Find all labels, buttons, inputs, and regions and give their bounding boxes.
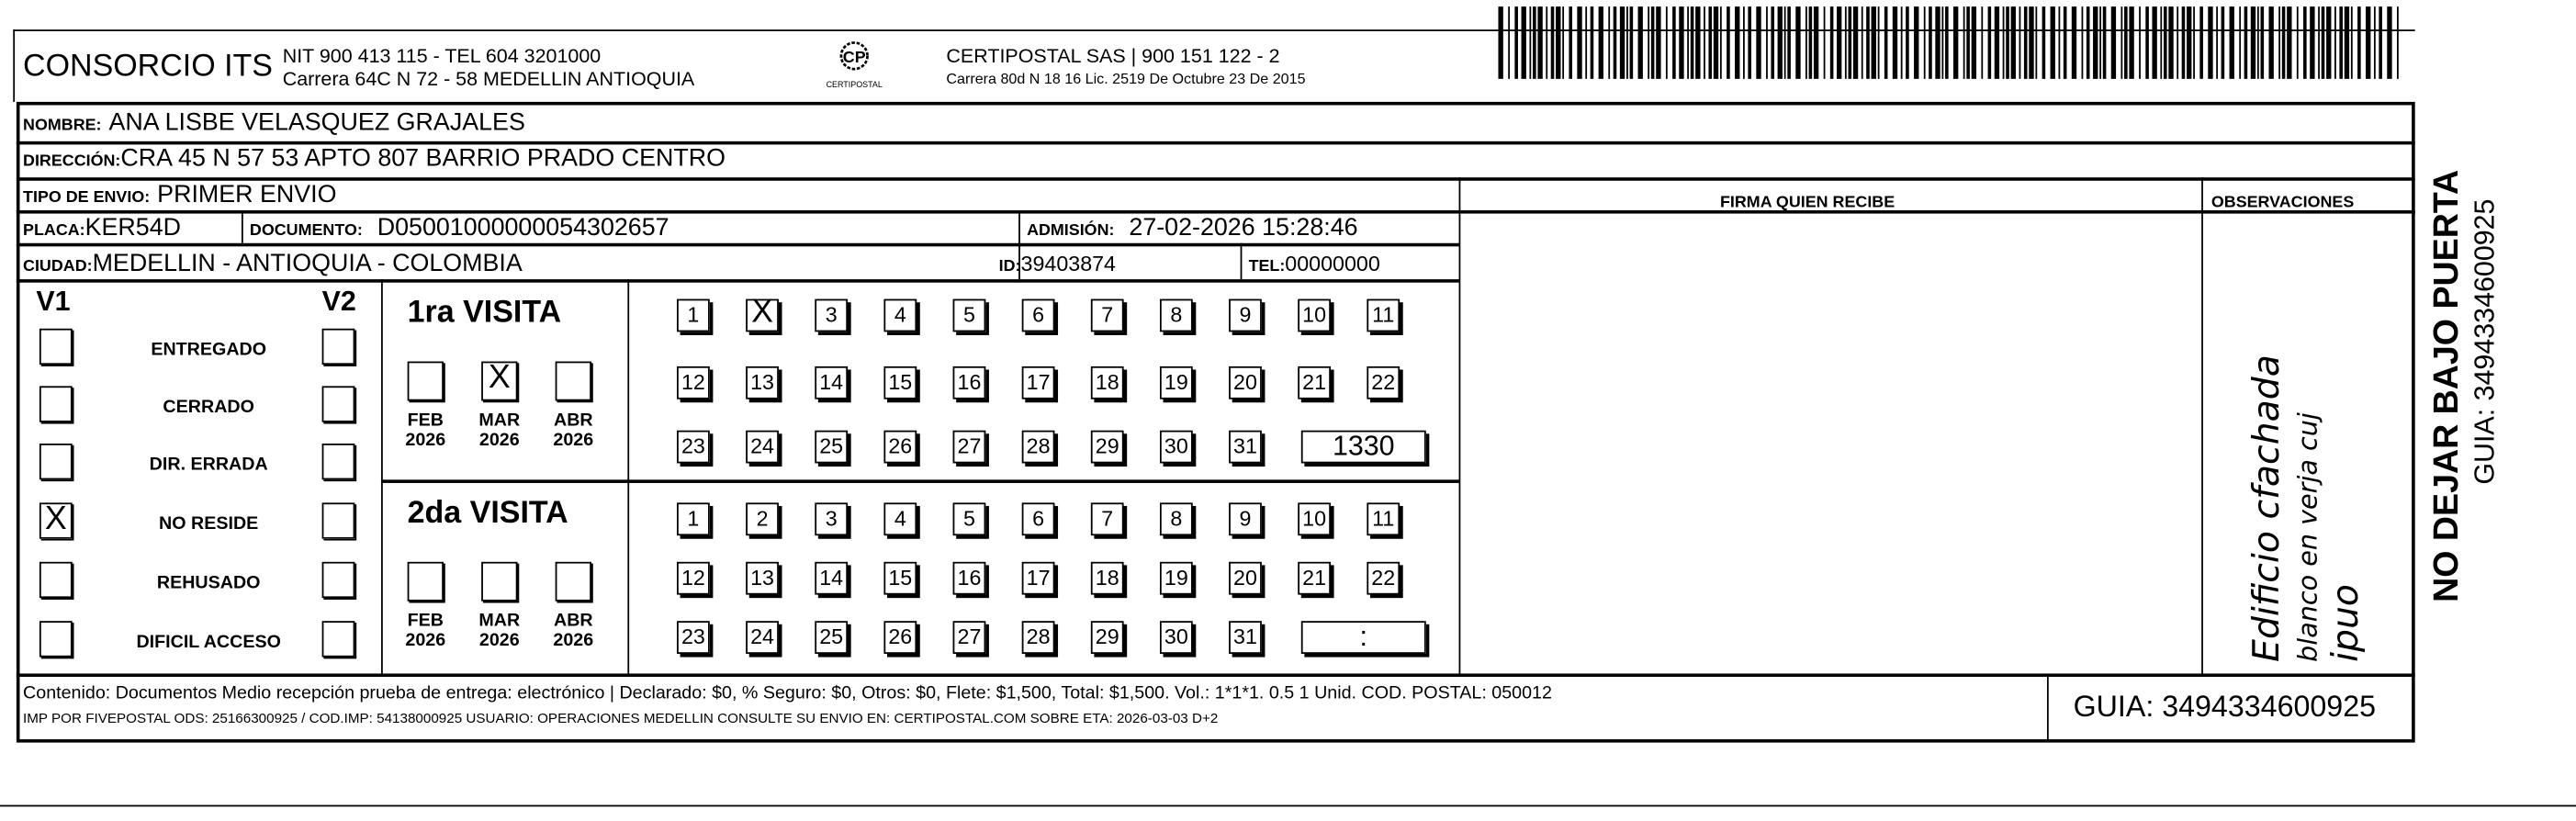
status-label: NO RESIDE [159, 513, 259, 534]
observaciones-label: OBSERVACIONES [2210, 194, 2355, 212]
status-v1-checkbox[interactable] [39, 386, 73, 422]
day-checkbox[interactable]: 14 [815, 562, 848, 595]
day-checkbox[interactable]: 22 [1367, 366, 1400, 399]
documento-label: DOCUMENTO: [249, 221, 363, 241]
day-checkbox[interactable]: 31 [1229, 431, 1262, 464]
handwriting-line: blanco en verja cuj [2291, 412, 2323, 662]
tel-field [1249, 250, 1380, 279]
status-v2-checkbox[interactable] [322, 386, 355, 422]
day-checkbox[interactable]: 10 [1298, 502, 1331, 535]
month-label: MAR [478, 410, 521, 431]
company-name: CONSORCIO ITS [23, 49, 273, 84]
status-label: CERRADO [163, 397, 254, 418]
ciudad-field [23, 250, 523, 279]
day-checkbox[interactable]: 15 [883, 366, 917, 399]
status-v1-checkbox[interactable] [39, 562, 73, 598]
barcode [1498, 6, 2402, 79]
day-checkbox[interactable]: 18 [1091, 366, 1124, 399]
day-checkbox[interactable]: 17 [1022, 366, 1055, 399]
ciudad-value: MEDELLIN - ANTIOQUIA - COLOMBIA [92, 249, 523, 278]
documento-field [250, 214, 669, 243]
placa-field [23, 214, 181, 243]
day-checkbox[interactable]: 22 [1367, 562, 1400, 595]
carrier-address: Carrera 80d N 18 16 Lic. 2519 De Octubre 23 De 2015 [946, 70, 1306, 87]
visit-time-field[interactable]: 1330 [1301, 431, 1426, 464]
month-label: FEB [407, 611, 444, 631]
day-checkbox[interactable]: 14 [815, 366, 848, 399]
status-v1-checkbox[interactable] [39, 329, 73, 365]
month-year: 2026 [553, 430, 594, 451]
ciudad-label: CIUDAD: [23, 257, 93, 276]
documento-value: D05001000000054302657 [377, 213, 669, 242]
footer-contents: Contenido: Documentos Medio recepción prueba de entrega: electrónico | Declarado: $0, % Seguro: $0, Otros: $0, Flete: $1,500, Total: $1,500. Vol.: 1*1*1. 0.5 1 Unid. COD. POSTAL: 050012 [23, 683, 1552, 703]
firma-label: FIRMA QUIEN RECIBE [1719, 194, 1895, 212]
day-checkbox[interactable]: 9 [1229, 299, 1262, 332]
day-checkbox[interactable]: 11 [1367, 502, 1400, 535]
day-checkbox[interactable]: 26 [883, 431, 917, 464]
day-checkbox[interactable]: 29 [1091, 621, 1124, 654]
direccion-value: CRA 45 N 57 53 APTO 807 BARRIO PRADO CENTRO [120, 144, 726, 173]
day-checkbox[interactable]: 8 [1160, 502, 1193, 535]
nombre-field [23, 108, 525, 138]
day-checkbox[interactable]: 7 [1091, 502, 1124, 535]
day-checkbox[interactable]: 5 [953, 299, 986, 332]
footer-guia: GUIA: 3494334600925 [2073, 690, 2377, 724]
day-checkbox[interactable]: 16 [953, 562, 986, 595]
day-checkbox[interactable]: 2 [746, 502, 779, 535]
status-v2-checkbox[interactable] [322, 329, 355, 365]
day-checkbox[interactable]: 5 [953, 502, 986, 535]
footer-print-info: IMP POR FIVEPOSTAL ODS: 25166300925 / COD.IMP: 54138000925 USUARIO: OPERACIONES MEDELLIN CONSULTE SU ENVIO EN: CERTIPOSTAL.COM SOBRE ETA: 2026-03-03 D+2 [23, 709, 1219, 726]
day-checkbox[interactable]: 1 [677, 502, 710, 535]
month-label: ABR [553, 611, 593, 631]
admision-label: ADMISIÓN: [1027, 221, 1115, 241]
day-checkbox[interactable]: 12 [677, 562, 710, 595]
day-checkbox[interactable]: 17 [1022, 562, 1055, 595]
day-checkbox[interactable]: 12 [677, 366, 710, 399]
month-label: MAR [478, 611, 521, 631]
day-checkbox[interactable]: 11 [1367, 299, 1400, 332]
handwriting-line: Edificio cfachada [2247, 354, 2289, 662]
handwriting-line: ipuo [2326, 583, 2368, 662]
day-checkbox[interactable]: 1 [677, 299, 710, 332]
id-value: 39403874 [1020, 251, 1116, 276]
certipostal-logo [821, 39, 887, 90]
day-checkbox[interactable]: 31 [1229, 621, 1262, 654]
status-label: DIFICIL ACCESO [136, 632, 281, 653]
day-checkbox[interactable]: 19 [1160, 562, 1193, 595]
direccion-field [23, 144, 726, 174]
status-v1-checkbox[interactable] [39, 621, 73, 657]
placa-label: PLACA: [23, 221, 85, 241]
day-checkbox[interactable]: 23 [677, 431, 710, 464]
day-checkbox[interactable]: 4 [883, 299, 917, 332]
month-checkbox[interactable] [556, 562, 591, 602]
status-label: ENTREGADO [151, 340, 267, 360]
tipo-field [23, 181, 336, 210]
month-year: 2026 [405, 430, 446, 451]
day-checkbox[interactable]: 26 [883, 621, 917, 654]
month-checkbox[interactable] [556, 362, 591, 401]
status-v1-checkbox[interactable] [39, 502, 73, 538]
day-checkbox[interactable]: 28 [1022, 431, 1055, 464]
tel-label: TEL: [1248, 257, 1286, 276]
month-checkbox[interactable] [408, 562, 444, 602]
status-v2-checkbox[interactable] [322, 502, 355, 538]
status-v2-checkbox[interactable] [322, 444, 355, 479]
nombre-label: NOMBRE: [23, 117, 102, 135]
cut-line [0, 805, 2576, 807]
day-checkbox[interactable]: 6 [1022, 502, 1055, 535]
day-checkbox[interactable]: 28 [1022, 621, 1055, 654]
day-checkbox[interactable]: 3 [815, 502, 848, 535]
day-checkbox[interactable]: 24 [746, 431, 779, 464]
logo-text: CERTIPOSTAL [826, 80, 883, 91]
day-checkbox[interactable]: 27 [953, 621, 986, 654]
visit-time-field[interactable]: : [1301, 621, 1426, 654]
month-year: 2026 [478, 630, 520, 651]
day-checkbox[interactable]: 18 [1091, 562, 1124, 595]
day-checkbox[interactable]: 23 [677, 621, 710, 654]
v2-label: V2 [321, 286, 356, 318]
month-checkbox[interactable] [481, 562, 517, 602]
day-checkbox[interactable]: 16 [953, 366, 986, 399]
admision-value: 27-02-2026 15:28:46 [1129, 213, 1358, 242]
placa-value: KER54D [84, 213, 182, 242]
id-field [999, 250, 1116, 279]
status-v2-checkbox[interactable] [322, 621, 355, 657]
day-checkbox[interactable]: 30 [1160, 621, 1193, 654]
v1-label: V1 [36, 286, 71, 318]
tipo-label: TIPO DE ENVIO: [23, 188, 151, 208]
day-checkbox[interactable]: 25 [815, 621, 848, 654]
carrier-line: CERTIPOSTAL SAS | 900 151 122 - 2 [946, 44, 1280, 68]
status-v2-checkbox[interactable] [322, 562, 355, 598]
company-address: Carrera 64C N 72 - 58 MEDELLIN ANTIOQUIA [282, 67, 695, 91]
status-label: REHUSADO [156, 573, 261, 593]
admision-field [1027, 214, 1358, 243]
observaciones-handwriting [2249, 219, 2368, 662]
day-checkbox[interactable]: 8 [1160, 299, 1193, 332]
day-checkbox[interactable]: 13 [746, 366, 779, 399]
month-checkbox[interactable] [408, 362, 444, 401]
day-checkbox[interactable]: 29 [1091, 431, 1124, 464]
month-year: 2026 [553, 630, 594, 651]
month-checkbox[interactable] [481, 362, 517, 401]
day-checkbox[interactable]: 3 [815, 299, 848, 332]
month-year: 2026 [478, 430, 520, 451]
day-checkbox[interactable]: 21 [1298, 366, 1331, 399]
day-checkbox[interactable] [746, 299, 779, 332]
day-checkbox[interactable]: 9 [1229, 502, 1262, 535]
day-checkbox[interactable]: 4 [883, 502, 917, 535]
status-label: DIR. ERRADA [149, 455, 268, 475]
day-checkbox[interactable]: 24 [746, 621, 779, 654]
day-checkbox[interactable]: 30 [1160, 431, 1193, 464]
day-checkbox[interactable]: 10 [1298, 299, 1331, 332]
day-checkbox[interactable]: 27 [953, 431, 986, 464]
tel-value: 00000000 [1285, 251, 1380, 276]
company-nit: NIT 900 413 115 - TEL 604 3201000 [282, 44, 602, 68]
visit-title: 2da VISITA [407, 496, 568, 531]
day-checkbox[interactable]: 21 [1298, 562, 1331, 595]
day-checkbox[interactable]: 13 [746, 562, 779, 595]
visit-title: 1ra VISITA [407, 296, 562, 331]
day-checkbox[interactable]: 20 [1229, 562, 1262, 595]
day-checkbox[interactable]: 6 [1022, 299, 1055, 332]
day-checkbox[interactable]: 20 [1229, 366, 1262, 399]
side-guia: GUIA: 3494334600925 [2469, 198, 2501, 485]
id-label: ID: [998, 257, 1021, 276]
month-year: 2026 [405, 630, 446, 651]
month-label: FEB [407, 410, 444, 431]
day-checkbox[interactable]: 19 [1160, 366, 1193, 399]
nombre-value: ANA LISBE VELASQUEZ GRAJALES [108, 108, 525, 137]
direccion-label: DIRECCIÓN: [23, 152, 121, 172]
day-checkbox[interactable]: 15 [883, 562, 917, 595]
tipo-value: PRIMER ENVIO [157, 180, 337, 209]
day-checkbox[interactable]: 7 [1091, 299, 1124, 332]
svg-text:CP: CP [842, 47, 866, 66]
form-frame [17, 102, 2415, 743]
month-label: ABR [553, 410, 593, 431]
status-v1-checkbox[interactable] [39, 444, 73, 479]
day-checkbox[interactable]: 25 [815, 431, 848, 464]
side-warning: NO DEJAR BAJO PUERTA [2427, 169, 2467, 602]
